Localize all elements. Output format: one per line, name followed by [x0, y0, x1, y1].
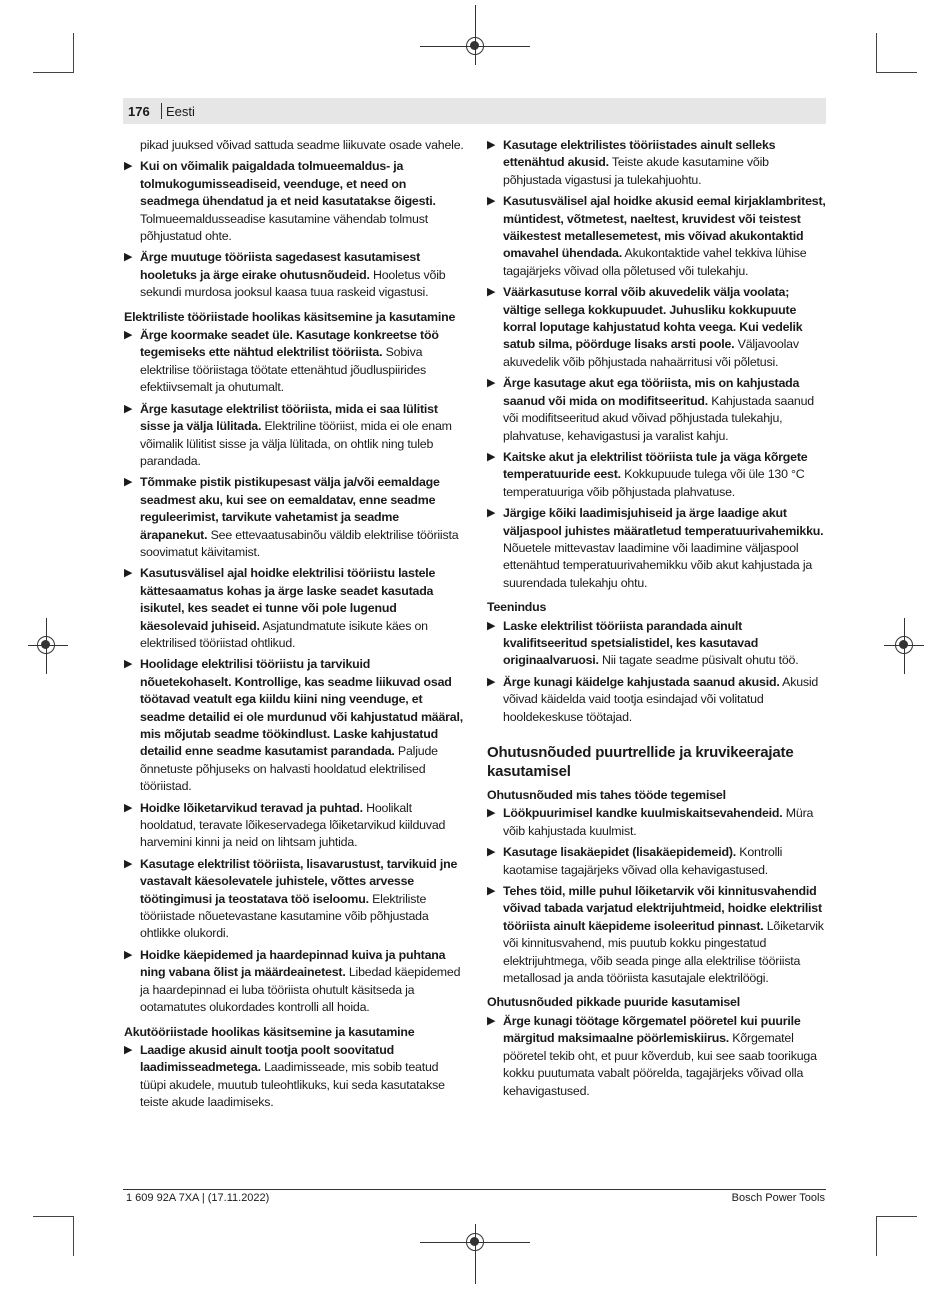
list-item [487, 883, 827, 987]
list-item [124, 565, 464, 652]
list-item-text: Kahjustada saanud või modifitseeritud akud võivad põhjustada tulekahju, plahvatuse, kehavigastusi ja varalist kahju. [503, 393, 814, 443]
bullet-arrow-icon: ▶ [124, 857, 133, 870]
list-item-bold-text: Kui on võimalik paigaldada tolmueemaldus- ja tolmukogumisseadiseid, veenduge, et need on seadmega ühendatud ja et neid kasutatakse õigesti. [140, 159, 436, 209]
bullet-arrow-icon: ▶ [124, 801, 133, 814]
list-item [124, 158, 464, 245]
bullet-arrow-icon: ▶ [487, 885, 496, 898]
list-item-text: Elektriliste tööriistade nõuetevastane kasutamine võib põhjustada ohtlikke olukordi. [140, 891, 429, 941]
list-item-text: See ettevaatusabinõu väldib elektrilise tööriista soovimatut käivitamist. [140, 527, 459, 559]
crop-mark [73, 33, 74, 73]
bullet-arrow-icon: ▶ [124, 658, 133, 671]
bullet-arrow-icon: ▶ [124, 567, 133, 580]
left-column [124, 137, 464, 1116]
bullet-arrow-icon: ▶ [487, 807, 496, 820]
crop-mark [33, 1216, 73, 1217]
header-band [123, 98, 826, 124]
list-item-bold-text: Laadige akusid ainult tootja poolt soovitatud laadimisseadmetega. [140, 1042, 394, 1075]
bullet-arrow-icon: ▶ [487, 619, 496, 632]
bullet-arrow-icon: ▶ [487, 1014, 496, 1027]
bullet-arrow-icon: ▶ [124, 948, 133, 961]
list-item [487, 674, 827, 726]
list-item [487, 284, 827, 371]
crop-mark [877, 1216, 917, 1217]
bullet-arrow-icon: ▶ [124, 251, 133, 264]
crop-mark [876, 33, 877, 73]
list-item-bold-text: Kasutage elektrilistes tööriistades ainult selleks ettenähtud akusid. [503, 138, 776, 170]
list-item-text: Müra võib kahjustada kuulmist. [503, 806, 814, 838]
right-column [487, 137, 827, 1104]
list-item-bold-text: Kasutusvälisel ajal hoidke akusid eemal kirjaklambritest, müntidest, võtmetest, naeltest, kruvidest või teistest väikestest metallesemetest, mis võivad akukontaktid omavahel ühendada. [503, 194, 826, 261]
section-heading: Teenindus [487, 600, 547, 615]
bullet-arrow-icon: ▶ [487, 286, 496, 299]
bullet-list [487, 618, 827, 726]
list-item [124, 1042, 464, 1112]
bullet-list [487, 1013, 827, 1100]
list-item-text: Kontrolli kaotamise tagajärjeks võivad olla kehavigastused. [503, 845, 783, 877]
registration-mark-icon [466, 37, 484, 55]
bullet-list [487, 805, 827, 987]
bullet-arrow-icon: ▶ [124, 402, 133, 415]
bullet-arrow-icon: ▶ [124, 1043, 133, 1056]
list-item-bold-text: Hoolidage elektrilisi tööriistu ja tarvikuid nõuetekohaselt. Kontrollige, kas seadme liikuvad osad töötavad veatult ega kiildu kiini ning veenduge, et seadme detailid ei ole murdunud või kahjustatud määral, mis mõjutab seadme töökindlust. Laske kahjustatud detailid enne seadme kasutamist parandada. [140, 657, 463, 759]
list-item [124, 947, 464, 1017]
list-item-bold-text: Kasutage lisakäepidet (lisakäepidemeid). [503, 845, 737, 860]
list-item-bold-text: Löökpuurimisel kandke kuulmiskaitsevahendeid. [503, 806, 783, 821]
list-item-text: Kõrgematel pööretel tekib oht, et puur kõverdub, kui see saab toorikuga kokku puutumata vabalt pöörelda, tagajärjeks võivad olla kehavigastused. [503, 1031, 817, 1098]
list-item [487, 375, 827, 445]
list-item [487, 193, 827, 280]
list-item [487, 137, 827, 189]
registration-line [475, 5, 476, 65]
bullet-list [124, 327, 464, 1016]
section-heading: Elektriliste tööriistade hoolikas käsitsemine ja kasutamine [124, 309, 456, 324]
bullet-list [487, 137, 827, 592]
bullet-arrow-icon: ▶ [124, 476, 133, 489]
list-item-bold-text: Väärkasutuse korral võib akuvedelik välja voolata; vältige sellega kokkupuudet. Juhusliku kokkupuute korral loputage kahjustatud kohta veega. Kui vedelik satub silma, pöörduge lisaks arsti poole. [503, 285, 803, 352]
list-item-bold-text: Ärge kasutage akut ega tööriista, mis on kahjustada saanud või mida on modifitseeritud. [503, 376, 800, 408]
bullet-arrow-icon: ▶ [487, 139, 496, 151]
list-item-bold-text: Tehes töid, mille puhul lõiketarvik või kinnitusvahendid võivad tabada varjatud elektrijuhtmeid, hoidke elektrilist tööriista ainult käepideme isoleeritud pinnast. [503, 884, 822, 933]
header-separator [161, 103, 162, 119]
list-item-text: Lõiketarvik või kinnitusvahend, mis puutub kokku pingestatud elektrijuhtmega, võib seada pinge alla elektrilise tööriista metallosad ja anda tööriista kasutajale elektrilöögi. [503, 918, 824, 986]
footer-brand: Bosch Power Tools [731, 1192, 825, 1204]
bullet-arrow-icon: ▶ [124, 160, 133, 173]
list-item [487, 844, 827, 879]
list-item [124, 249, 464, 301]
list-item-bold-text: Ärge kunagi käidelge kahjustada saanud akusid. [503, 674, 780, 689]
list-item-text: Kokkupuude tulega või üle 130 °C temperatuuriga võib põhjustada plahvatuse. [503, 467, 805, 499]
list-item [487, 505, 827, 592]
list-item-bold-text: Kaitske akut ja elektrilist tööriista tule ja väga kõrgete temperatuuride eest. [503, 449, 808, 482]
list-item-bold-text: Ärge muutuge tööriista sagedasest kasutamisest hooletuks ja ärge eirake ohutusnõudeid. [140, 250, 421, 282]
crop-mark [876, 1216, 877, 1256]
crop-mark [33, 72, 73, 73]
section-title: Ohutusnõuded puurtrellide ja kruvikeerajate kasutamisel [487, 744, 794, 780]
registration-mark-icon [895, 636, 913, 654]
bullet-arrow-icon: ▶ [487, 846, 496, 859]
list-item [124, 656, 464, 795]
list-item-bold-text: Ärge koormake seadet üle. Kasutage konkreetse töö tegemiseks ette nähtud elektrilist tööriista. [140, 328, 439, 360]
list-item-bold-text: Laske elektrilist tööriista parandada ainult kvalifitseeritud spetsialistidel, kes kasutavad originaalvaruosi. [503, 618, 759, 668]
list-item-text: Hooletus võib sekundi murdosa jooksul kaasa tuua raskeid vigastusi. [140, 267, 446, 300]
bullet-arrow-icon: ▶ [487, 450, 496, 463]
registration-mark-icon [466, 1233, 484, 1251]
list-item [487, 805, 827, 840]
list-item-bold-text: Hoidke käepidemed ja haardepinnad kuiva ja puhtana ning vabana õlist ja määrdeainetest. [140, 947, 446, 980]
bullet-arrow-icon: ▶ [124, 329, 133, 342]
list-item-bold-text: Ärge kasutage elektrilist tööriista, mida ei saa lülitist sisse ja välja lülitada. [140, 401, 438, 434]
list-item [124, 401, 464, 471]
footer-document-code: 1 609 92A 7XA | (17.11.2022) [126, 1192, 270, 1204]
list-item [124, 800, 464, 852]
list-item-text: Väljavoolav akuvedelik võib põhjustada nahaärritusi või põletusi. [503, 337, 799, 369]
list-item-bold-text: Tõmmake pistik pistikupesast välja ja/või eemaldage seadmest aku, kui see on eemaldatav, enne seadme reguleerimist, tarvikute vahetamist ja seadme ärapanekut. [140, 475, 440, 542]
bullet-arrow-icon: ▶ [487, 675, 496, 688]
crop-mark [877, 72, 917, 73]
list-item-text: Akusid võivad käidelda vaid tootja esindajad või volitatud hooldekeskuse töötajad. [503, 674, 819, 724]
continuation-text: pikad juuksed võivad sattuda seadme liikuvate osade vahele. [140, 138, 464, 152]
page-number: 176 [128, 104, 150, 119]
header-language: Eesti [166, 104, 195, 119]
section-heading: Akutööriistade hoolikas käsitsemine ja kasutamine [124, 1024, 415, 1039]
list-item-bold-text: Hoidke lõiketarvikud teravad ja puhtad. [140, 800, 363, 815]
list-item-text: Asjatundmatute isikute käes on elektrilised tööriistad ohtlikud. [140, 618, 428, 650]
list-item-text: Laadimisseade, mis sobib teatud tüüpi akudele, muutub tuleohtlikuks, kui seda kasutatakse teiste akude laadimiseks. [140, 1060, 445, 1110]
section-heading: Ohutusnõuded pikkade puuride kasutamisel [487, 995, 740, 1010]
bullet-arrow-icon: ▶ [487, 507, 496, 520]
list-item-bold-text: Kasutusvälisel ajal hoidke elektrilisi tööriistu lastele kättesaamatus kohas ja ärge laske seadet kasutada isikutel, kes seadet ei tunne või pole lugenud käesolevaid juhiseid. [140, 566, 436, 633]
bullet-list [124, 1042, 464, 1112]
list-item-text: Akukontaktide vahel tekkiva lühise tagajärjeks võivad olla põletused või tulekahju. [503, 246, 807, 278]
crop-mark [73, 1216, 74, 1256]
list-item-text: Nii tagate seadme püsivalt ohutu töö. [598, 653, 799, 668]
registration-mark-icon [37, 636, 55, 654]
list-item [124, 474, 464, 561]
list-item [487, 1013, 827, 1100]
list-item [124, 856, 464, 943]
list-item [487, 449, 827, 501]
list-item-text: Elektriline tööriist, mida ei ole enam võimalik lülitist sisse ja välja lülitada, on ohtlik ning tuleb parandada. [140, 419, 452, 468]
list-item-text: Sobiva elektrilise tööriistaga töötate ettenähtud jõudluspiirides efektiivsemalt ja ohutumalt. [140, 345, 426, 395]
list-item-bold-text: Kasutage elektrilist tööriista, lisavarustust, tarvikuid jne vastavalt käesolevatele juhistele, võttes arvesse töötingimusi ja teostatava töö iseloomu. [140, 856, 458, 906]
list-item-bold-text: Järgige kõiki laadimisjuhiseid ja ärge laadige akut väljaspool juhistes määratletud temperatuurivahemikku. [503, 506, 824, 538]
list-item [487, 618, 827, 670]
list-item-text: Tolmueemaldusseadise kasutamine vähendab tolmust põhjustatud ohte. [140, 211, 428, 244]
bullet-arrow-icon: ▶ [487, 377, 496, 390]
list-item-bold-text: Ärge kunagi töötage kõrgematel pööretel kui puurile märgitud maksimaalne pöörlemiskiirus. [503, 1013, 801, 1046]
bullet-list [124, 158, 464, 301]
list-item-text: Paljude õnnetuste põhjuseks on halvasti hooldatud elektrilised tööriistad. [140, 744, 438, 794]
section-heading: Ohutusnõuded mis tahes tööde tegemisel [487, 788, 726, 802]
list-item-text: Nõuetele mittevastav laadimine või laadimine väljaspool ettenähtud temperatuurivahemikku võib akut kahjustada ja suurendada tulekahju ohtu. [503, 540, 813, 590]
list-item [124, 327, 464, 397]
list-item-text: Libedad käepidemed ja haardepinnad ei luba tööriista ohutult käsitseda ja ootamatutes olukordades kontrolli all hoida. [140, 965, 461, 1015]
bullet-arrow-icon: ▶ [487, 195, 496, 208]
list-item-text: Hoolikalt hooldatud, teravate lõikeservadega lõiketarvikud kiilduvad harvemini kinni ja neid on lihtsam juhtida. [140, 800, 446, 850]
footer-divider [123, 1189, 826, 1190]
list-item-text: Teiste akude kasutamine võib põhjustada vigastusi ja tulekahjuohtu. [503, 155, 769, 187]
